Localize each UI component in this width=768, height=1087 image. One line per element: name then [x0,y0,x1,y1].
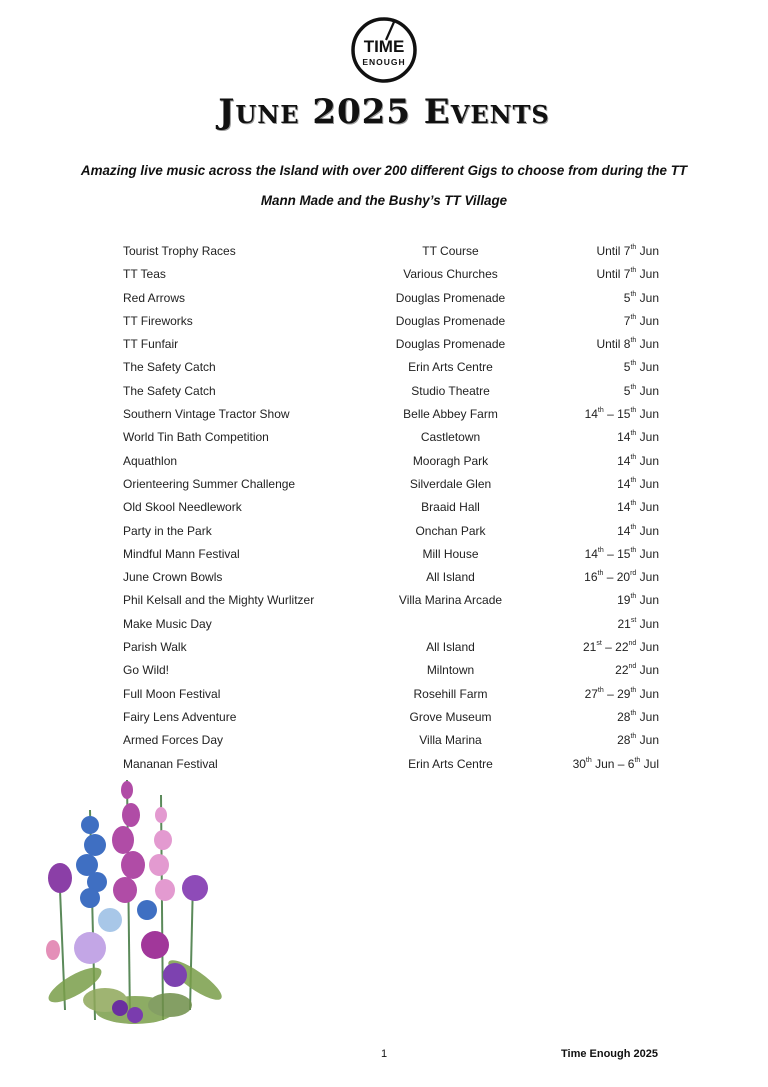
event-venue: Erin Arts Centre [408,756,493,771]
event-row [123,240,659,263]
event-venue: Studio Theatre [411,383,490,398]
event-row [123,636,659,659]
event-venue: Douglas Promenade [395,290,506,305]
event-date: 21st Jun [617,616,659,631]
event-name: Old Skool Needlework [123,500,242,515]
event-date: Until 7th Jun [596,267,659,282]
event-date: 7th Jun [623,313,659,328]
logo-line1: TIME [363,37,405,56]
event-row [123,333,659,356]
event-date: 14th Jun [617,430,659,445]
event-row [123,659,659,682]
event-venue: Villa Marina Arcade [398,593,503,608]
time-enough-logo [350,16,418,84]
events-list [123,240,659,776]
event-name: Parish Walk [123,640,187,655]
intro-line-1: Amazing live music across the Island with over 200 different Gigs to choose from during the TT [80,163,688,178]
event-date: 28th Jun [617,733,659,748]
logo-line2: ENOUGH [362,57,406,67]
event-name: Armed Forces Day [123,733,224,748]
event-row [123,263,659,286]
flower-bouquet-icon [35,770,235,1045]
event-row [123,403,659,426]
event-name: Full Moon Festival [123,686,221,701]
event-date: 19th Jun [617,593,659,608]
event-date: 22nd Jun [615,663,659,678]
event-name: TT Funfair [123,337,179,352]
event-name: Make Music Day [123,616,212,631]
event-venue: Mooragh Park [412,453,489,468]
event-date: 5th Jun [623,383,659,398]
event-row [123,287,659,310]
event-name: Orienteering Summer Challenge [123,476,296,491]
event-venue: Erin Arts Centre [408,360,493,375]
event-venue: Grove Museum [409,709,492,724]
event-date: 14th Jun [617,476,659,491]
event-date: 21st – 22nd Jun [583,640,659,655]
event-name: June Crown Bowls [123,570,223,585]
event-date: 28th Jun [617,709,659,724]
event-name: The Safety Catch [123,383,216,398]
event-name: Phil Kelsall and the Mighty Wurlitzer [123,593,315,608]
event-row [123,380,659,403]
event-name: Mananan Festival [123,756,218,771]
event-row [123,589,659,612]
event-date: 5th Jun [623,360,659,375]
event-date: 14th Jun [617,453,659,468]
event-name: World Tin Bath Competition [123,430,269,445]
event-venue: Braaid Hall [421,500,480,515]
event-name: Aquathlon [123,453,178,468]
page-number: 1 [381,1048,388,1060]
event-venue: TT Course [422,244,479,258]
event-name: Go Wild! [123,663,170,678]
page-title: June 2025 Events [218,92,550,132]
event-date: 14th – 15th Jun [584,407,659,422]
event-venue: Belle Abbey Farm [403,407,498,422]
event-name: The Safety Catch [123,360,216,375]
event-row [123,683,659,706]
event-row [123,473,659,496]
event-venue: Douglas Promenade [395,337,506,352]
event-name: TT Fireworks [123,313,193,328]
event-venue: Silverdale Glen [409,476,492,491]
event-row [123,310,659,333]
event-name: Mindful Mann Festival [123,546,240,561]
event-name: Tourist Trophy Races [123,244,236,258]
event-venue: Villa Marina [419,733,482,748]
event-venue: Various Churches [403,267,498,282]
event-date: 30th Jun – 6th Jul [572,756,659,771]
event-venue: All Island [426,570,475,585]
event-venue: Rosehill Farm [413,686,488,701]
event-date: 27th – 29th Jun [584,686,659,701]
event-name: Southern Vintage Tractor Show [123,407,290,422]
event-name: TT Teas [123,267,166,282]
event-name: Red Arrows [123,290,186,305]
event-date: Until 8th Jun [596,337,659,352]
event-row [123,729,659,752]
event-row [123,450,659,473]
event-name: Party in the Park [123,523,212,538]
event-date: 14th Jun [617,500,659,515]
event-row [123,543,659,566]
event-name: Fairy Lens Adventure [123,709,237,724]
event-row [123,520,659,543]
event-row [123,356,659,379]
event-row [123,613,659,636]
event-venue: Mill House [422,546,479,561]
event-date: 14th Jun [617,523,659,538]
event-date: Until 7th Jun [596,244,659,258]
event-venue: Douglas Promenade [395,313,506,328]
event-date: 14th – 15th Jun [584,546,659,561]
event-date: 16th – 20rd Jun [584,570,659,585]
event-venue: All Island [426,640,475,655]
event-row [123,706,659,729]
event-venue: Castletown [420,430,481,445]
event-row [123,496,659,519]
event-date: 5th Jun [623,290,659,305]
event-venue: Milntown [426,663,475,678]
event-row [123,566,659,589]
event-row [123,426,659,449]
intro-line-2: Mann Made and the Bushy’s TT Village [260,193,508,208]
event-venue: Onchan Park [415,523,486,538]
footer-brand: Time Enough 2025 [561,1048,658,1060]
